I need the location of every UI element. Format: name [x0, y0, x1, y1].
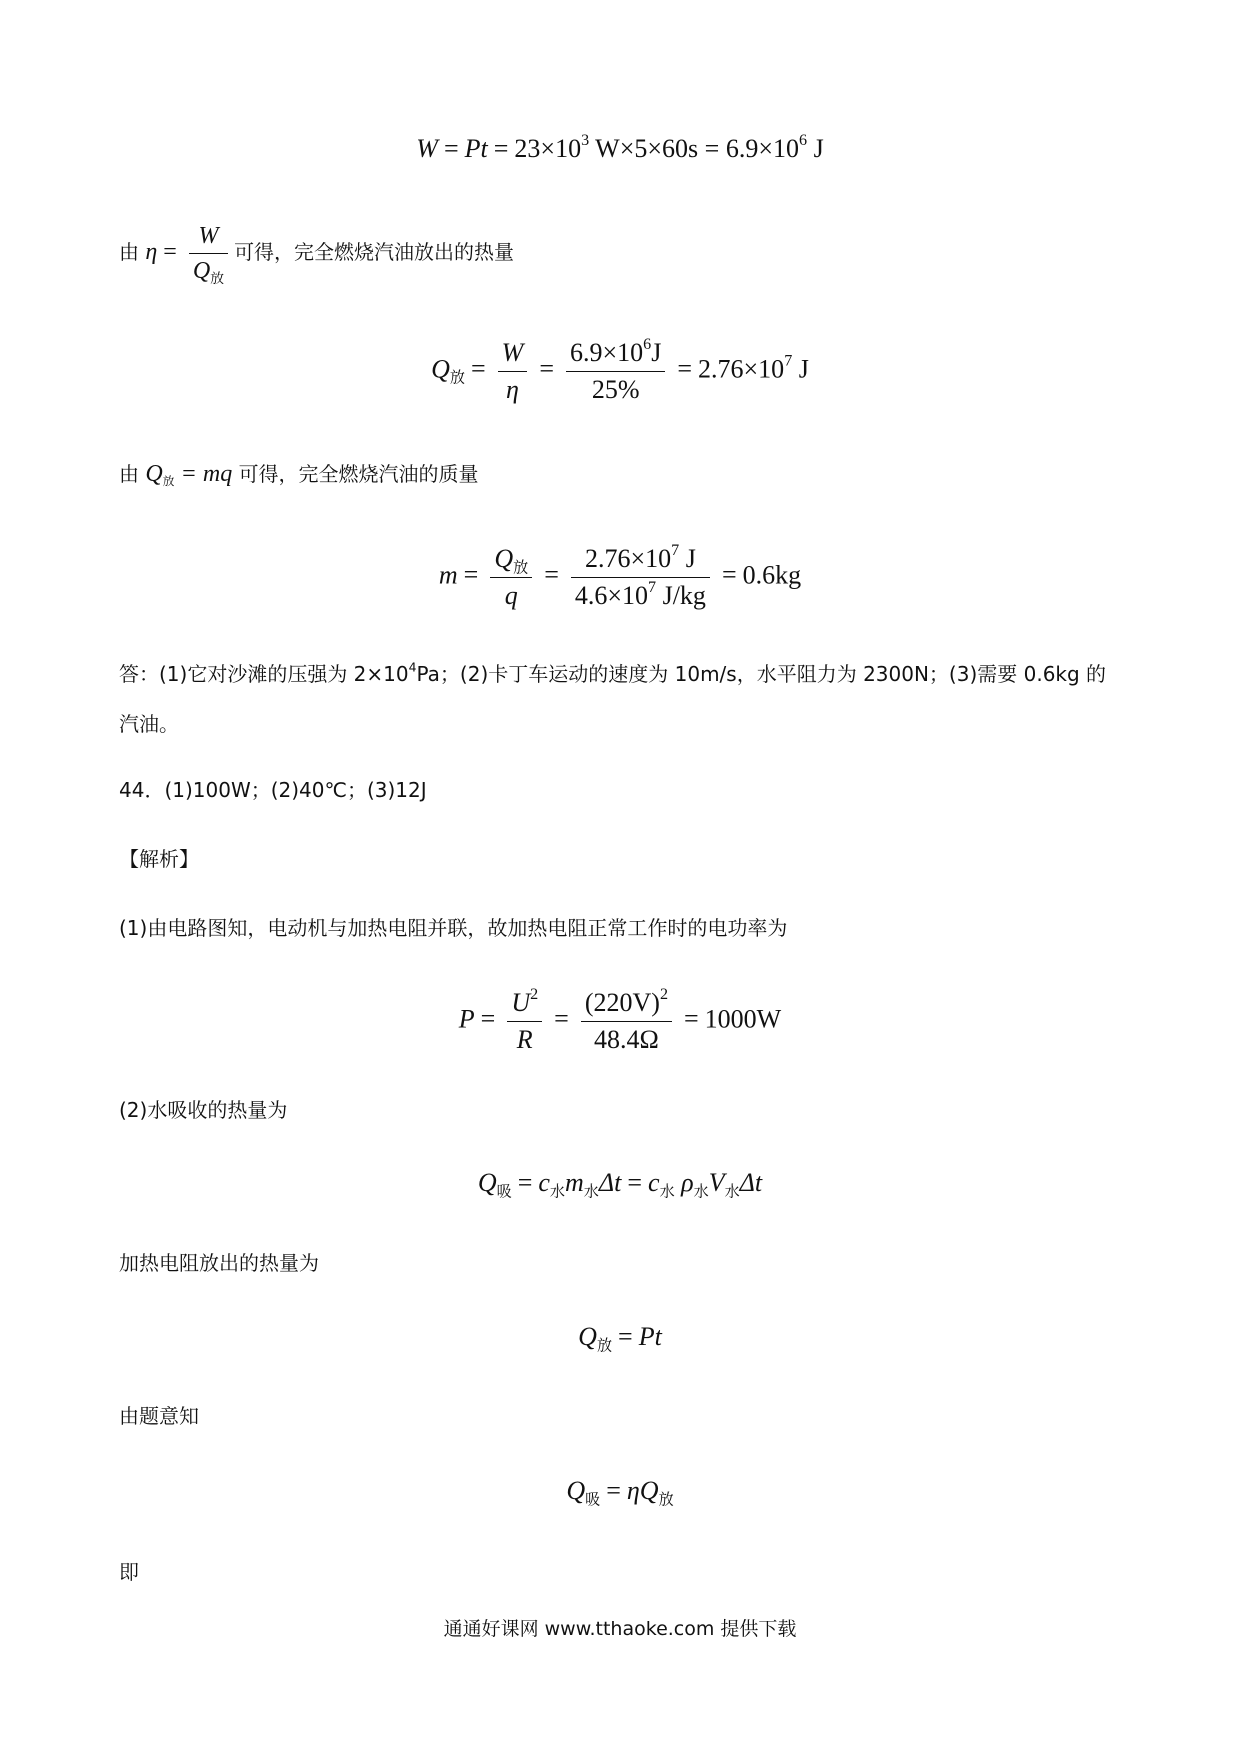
eq-unit: J: [651, 338, 662, 367]
eq-unit: J: [792, 354, 809, 384]
eq-unit: J/kg: [656, 581, 706, 610]
fraction-numerator: U: [511, 988, 531, 1017]
fraction-denominator: q: [504, 581, 518, 610]
eq-subscript: 水: [549, 1182, 565, 1201]
text: 由: [119, 462, 139, 486]
paragraph-part-1: (1)由电路图知，电动机与加热电阻并联，故加热电阻正常工作时的电功率为: [119, 916, 788, 940]
fraction-numerator: 2.76×10: [584, 544, 672, 573]
eq-var: Δt: [739, 1168, 763, 1197]
equation-work: $W = Pt = 23\times 10^3$ $W\times 5\times 60s = 6.9\times 10^6$ J: [416, 131, 824, 163]
eq-exponent: 6: [799, 131, 808, 149]
eq-subscript: 放: [658, 1490, 674, 1509]
eq-var: V: [708, 1168, 725, 1197]
eq-exponent: 3: [581, 131, 590, 149]
equation-heat-released: $Q_放$ = $\frac{W}{\eta}$ = $\frac{6.9\times 10^6J}{25\%}$ = $2.76\times 10^7$ J: [431, 335, 809, 404]
fraction: [581, 985, 672, 1055]
eq-var: η: [145, 239, 158, 265]
fraction-denominator: R: [516, 1025, 533, 1054]
text: 可得，完全燃烧汽油放出的热量: [234, 240, 515, 264]
eq-subscript: 放: [162, 474, 175, 489]
text: Pa；(2)卡丁车运动的速度为 10m/s，水平阻力为 2300N；(3)需要 0.6kg 的: [416, 662, 1107, 686]
fraction-numerator: 6.9×10: [569, 338, 644, 367]
eq-var: η: [626, 1476, 640, 1505]
eq-exponent: 2: [659, 985, 668, 1003]
fraction: [507, 985, 542, 1055]
eq-var: Q: [145, 461, 163, 487]
paragraph-mass: [119, 460, 479, 488]
fraction-numerator: W: [189, 222, 228, 254]
eq-unit: J: [679, 544, 696, 573]
analysis-heading: 【解析】: [119, 847, 199, 871]
fraction-denominator: η: [506, 375, 519, 404]
eq-var: m: [565, 1168, 584, 1197]
equation-mass: m = $\frac{Q_放}{q}$ = $\frac{2.76\times 10^7 J}{4.6\times 10^7 J/kg}$ = 0.6kg: [438, 541, 802, 610]
eq-term: Pt: [638, 1322, 662, 1351]
paragraph-part-4: 由题意知: [119, 1404, 199, 1428]
equation-heat-resistor: $Q_放 = Pt$: [578, 1322, 662, 1355]
eq-term: = mq: [180, 461, 233, 487]
fraction-denominator: 4.6×10: [574, 581, 649, 610]
page-footer: 通通好课网 www.tthaoke.com 提供下载: [443, 1618, 797, 1640]
eq-term: 23×10: [514, 134, 582, 163]
eq-exponent: 7: [784, 352, 793, 370]
equation-efficiency-relation: $Q_吸 = \eta Q_放$: [566, 1476, 674, 1509]
paragraph-part-2: (2)水吸收的热量为: [119, 1098, 288, 1122]
eq-exponent: 4: [408, 659, 417, 675]
eq-term: 2.76×10: [698, 354, 785, 384]
fraction: [498, 338, 528, 405]
equation-power: P = $\frac{U^2}{R}$ = $\frac{(220V)^2}{48.4\Omega}$ = 1000W: [458, 985, 782, 1054]
fraction-numerator: Q: [494, 544, 514, 573]
text: 由: [119, 240, 139, 264]
answer-line-1: [119, 660, 1106, 688]
fraction-denominator: 25%: [591, 375, 640, 404]
eq-exponent: 6: [643, 335, 652, 353]
fraction: [571, 541, 710, 611]
equation-heat-absorbed: $Q_吸 = c_水m_水\Delta t = c_水$ $\rho_水V_水\Delta t$: [477, 1168, 763, 1201]
eq-subscript: 吸: [585, 1490, 601, 1509]
paragraph-part-3: 加热电阻放出的热量为: [119, 1251, 319, 1275]
text: 答：(1)它对沙滩的压强为 2×10: [119, 662, 409, 686]
eq-var: m: [438, 560, 458, 590]
eq-subscript: 放: [210, 270, 225, 287]
eq-var: Q: [639, 1476, 659, 1505]
eq-subscript: 水: [659, 1182, 675, 1201]
eq-subscript: 水: [724, 1182, 740, 1201]
eq-var: Δt: [598, 1168, 622, 1197]
answer-line-2: 汽油。: [119, 712, 179, 736]
paragraph-efficiency: 由 η = $\frac{W}{Q_放}$ 可得，完全燃烧汽油放出的热量: [119, 223, 515, 287]
fraction-denominator: 48.4Ω: [594, 1025, 659, 1054]
eq-subscript: 放: [596, 1336, 613, 1355]
eq-subscript: 放: [513, 558, 529, 577]
fraction-numerator: (220V): [584, 988, 660, 1017]
eq-subscript: 水: [693, 1182, 709, 1201]
fraction-numerator: W: [498, 338, 528, 372]
eq-unit: J: [807, 134, 824, 163]
eq-subscript: 放: [449, 368, 465, 387]
eq-var: Q: [431, 354, 450, 384]
eq-var: P: [458, 1004, 475, 1034]
fraction-denominator: Q: [192, 258, 211, 284]
eq-var: Q: [578, 1322, 597, 1351]
eq-term: Pt: [464, 134, 488, 163]
eq-var: Q: [477, 1168, 497, 1197]
fraction: [490, 544, 532, 611]
eq-var: Q: [566, 1476, 586, 1505]
eq-subscript: 吸: [496, 1182, 512, 1201]
eq-term: 1000W: [704, 1004, 782, 1034]
eq-var: ρ: [681, 1168, 694, 1197]
eq-subscript: 水: [583, 1182, 599, 1201]
eq-var: c: [538, 1168, 550, 1197]
eq-exponent: 7: [671, 541, 680, 559]
fraction: [189, 222, 228, 285]
eq-exponent: 7: [648, 578, 657, 596]
question-44-answer: 44．(1)100W；(2)40℃；(3)12J: [119, 778, 427, 802]
fraction: [566, 335, 665, 405]
eq-var: W: [416, 134, 438, 163]
paragraph-part-5: 即: [119, 1560, 139, 1584]
eq-exponent: 2: [530, 985, 539, 1003]
eq-var: c: [648, 1168, 660, 1197]
eq-term: 0.6kg: [742, 560, 802, 590]
text: 可得，完全燃烧汽油的质量: [238, 462, 479, 486]
eq-term: W×5×60s = 6.9×10: [589, 134, 799, 163]
